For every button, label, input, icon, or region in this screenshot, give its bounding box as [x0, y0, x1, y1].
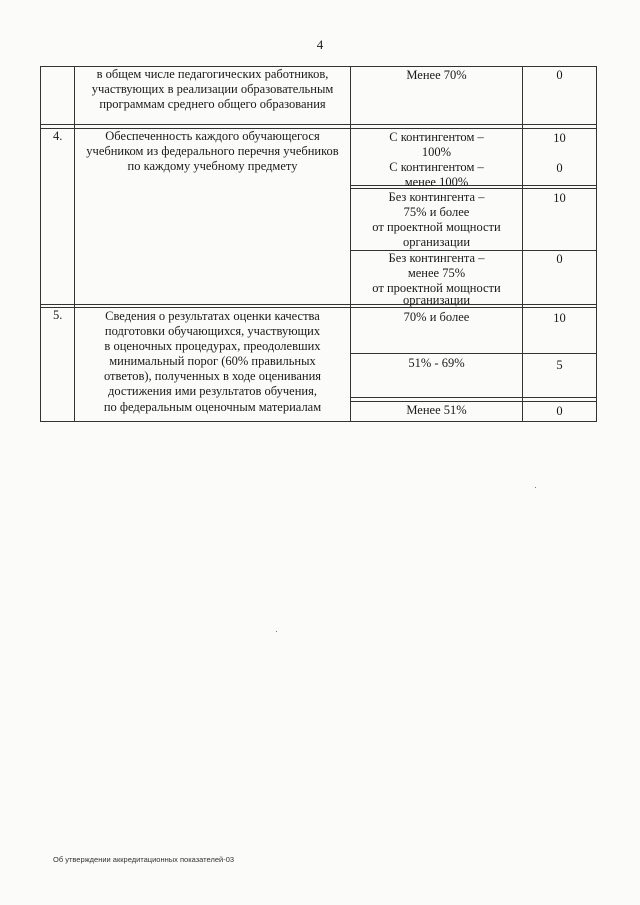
row-description-line: участвующих в реализации образовательным: [91, 82, 334, 96]
criterion-line: 51% - 69%: [408, 356, 465, 370]
row-description-line: по каждому учебному предмету: [127, 159, 298, 173]
criterion-score: 10: [553, 191, 566, 205]
row-description-line: программам среднего общего образования: [99, 97, 326, 111]
criterion-line: организации: [402, 293, 471, 307]
sub-row-divider: [350, 353, 597, 354]
scan-speck: [276, 631, 277, 632]
criterion-line: организации: [402, 235, 471, 249]
criterion-line: менее 100%: [404, 175, 469, 189]
criterion-line: 70% и более: [403, 310, 470, 324]
sub-row-divider: [350, 397, 597, 398]
criterion-score: 5: [556, 358, 563, 372]
table-border-right: [596, 66, 597, 422]
document-footer: Об утверждении аккредитационных показателей-03: [53, 855, 235, 864]
table-border-left: [40, 66, 41, 422]
row-description-line: в оценочных процедурах, преодолевших: [104, 339, 321, 353]
row-description-line: в общем числе педагогических работников,: [96, 67, 329, 81]
row-number: 4.: [53, 129, 63, 143]
page-number: 4: [316, 37, 324, 52]
criterion-line: менее 75%: [407, 266, 466, 280]
criterion-score: 0: [556, 252, 563, 266]
row-description-line: ответов), полученных в ходе оценивания: [103, 369, 322, 383]
criterion-score: 0: [556, 68, 563, 82]
scan-speck: [535, 487, 536, 488]
row-description-line: Обеспеченность каждого обучающегося: [105, 129, 320, 143]
row-divider: [40, 124, 597, 125]
criterion-line: Менее 51%: [406, 403, 467, 417]
accreditation-indicators-table: [40, 66, 597, 422]
criterion-line: от проектной мощности: [372, 281, 501, 295]
criterion-score: 0: [556, 161, 563, 175]
criterion-line: от проектной мощности: [372, 220, 501, 234]
row-description-line: Сведения о результатах оценки качества: [105, 309, 320, 323]
row-description-line: учебником из федерального перечня учебников: [86, 144, 339, 158]
sub-row-divider: [350, 401, 597, 402]
criterion-line: Без контингента –: [388, 251, 485, 265]
criterion-score: 10: [553, 311, 566, 325]
criterion-line: С контингентом –: [389, 160, 484, 174]
criterion-line: 75% и более: [403, 205, 470, 219]
criterion-line: Без контингента –: [388, 190, 485, 204]
table-border-bottom: [40, 421, 597, 422]
row-description-line: минимальный порог (60% правильных: [109, 354, 316, 368]
criterion-line: С контингентом –: [389, 130, 484, 144]
row-description-line: достижения ими результатов обучения,: [108, 384, 317, 398]
criterion-line: Менее 70%: [406, 68, 467, 82]
row-description-line: подготовки обучающихся, участвующих: [104, 324, 321, 338]
criterion-score: 0: [556, 404, 563, 418]
row-number: 5.: [53, 308, 63, 322]
criterion-line: 100%: [421, 145, 452, 159]
row-description-line: по федеральным оценочным материалам: [103, 400, 322, 414]
criterion-score: 10: [553, 131, 566, 145]
